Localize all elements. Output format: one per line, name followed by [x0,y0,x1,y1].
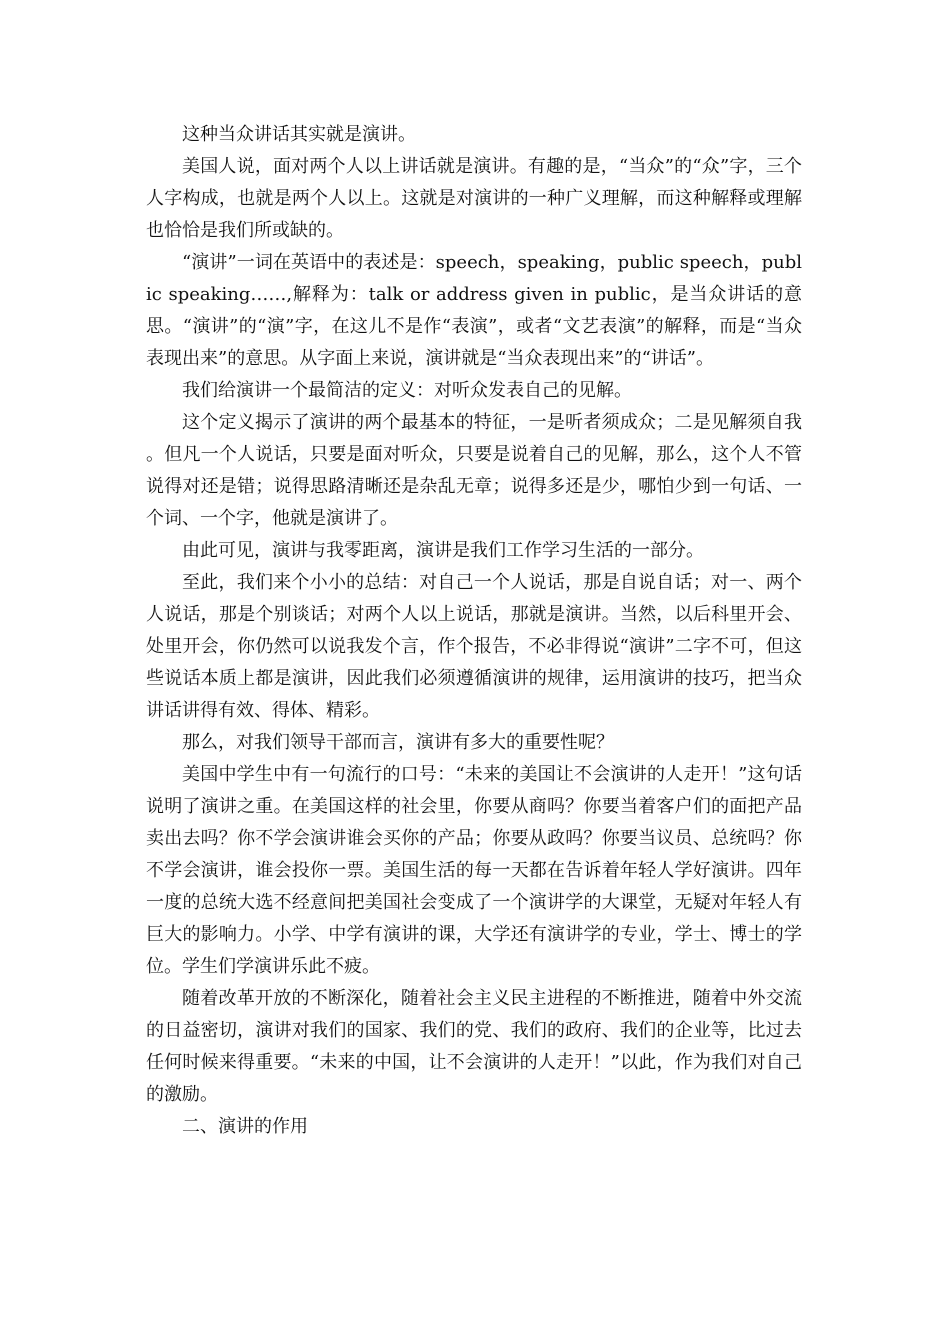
paragraph-9: 美国中学生中有一句流行的口号：“未来的美国让不会演讲的人走开！”这句话说明了演讲之重。在美国这样的社会里，你要从商吗？你要当着客户们的面把产品卖出去吗？你不学会演讲谁会买你的产品；你要从政吗？你要当议员、总统吗？你不学会演讲，谁会投你一票。美国生活的每一天都在告诉着年轻人学好演讲。四年一度的总统大选不经意间把美国社会变成了一个演讲学的大课堂，无疑对年轻人有巨大的影响力。小学、中学有演讲的课，大学还有演讲学的专业，学士、博士的学位。学生们学演讲乐此不疲。 [146,764,802,977]
paragraph-4: 我们给演讲一个最简洁的定义：对听众发表自己的见解。 [182,380,632,401]
document-body [146,119,802,1143]
paragraph-8: 那么，对我们领导干部而言，演讲有多大的重要性呢？ [182,732,614,753]
paragraph-7: 至此，我们来个小小的总结：对自己一个人说话，那是自说自话；对一、两个人说话，那是个别谈话；对两个人以上说话，那就是演讲。当然，以后科里开会、处里开会，你仍然可以说我发个言，作个报告，不必非得说“演讲”二字不可，但这些说话本质上都是演讲，因此我们必须遵循演讲的规律，运用演讲的技巧，把当众讲话讲得有效、得体、精彩。 [146,572,802,721]
paragraph-3: “演讲”一词在英语中的表述是：speech，speaking，public speech，public speaking……,解释为：talk or address given in public，是当众讲话的意思。“演讲”的“演”字，在这儿不是作“表演”，或者“文艺表演”的解释，而是“当众表现出来”的意思。从字面上来说，演讲就是“当众表现出来”的“讲话”。 [146,252,802,369]
paragraph-10: 随着改革开放的不断深化，随着社会主义民主进程的不断推进，随着中外交流的日益密切，演讲对我们的国家、我们的党、我们的政府、我们的企业等，比过去任何时候来得重要。“未来的中国，让不会演讲的人走开！”以此，作为我们对自己的激励。 [146,988,802,1105]
section-heading: 二、演讲的作用 [182,1116,308,1137]
paragraph-1: 这种当众讲话其实就是演讲。 [182,124,416,145]
paragraph-5: 这个定义揭示了演讲的两个最基本的特征，一是听者须成众；二是见解须自我。但凡一个人说话，只要是面对听众，只要是说着自己的见解，那么，这个人不管说得对还是错；说得思路清晰还是杂乱无章；说得多还是少，哪怕少到一句话、一个词、一个字，他就是演讲了。 [146,412,802,529]
paragraph-2: 美国人说，面对两个人以上讲话就是演讲。有趣的是，“当众”的“众”字，三个人字构成，也就是两个人以上。这就是对演讲的一种广义理解，而这种解释或理解也恰恰是我们所或缺的。 [146,156,802,241]
paragraph-6: 由此可见，演讲与我零距离，演讲是我们工作学习生活的一部分。 [182,540,704,561]
